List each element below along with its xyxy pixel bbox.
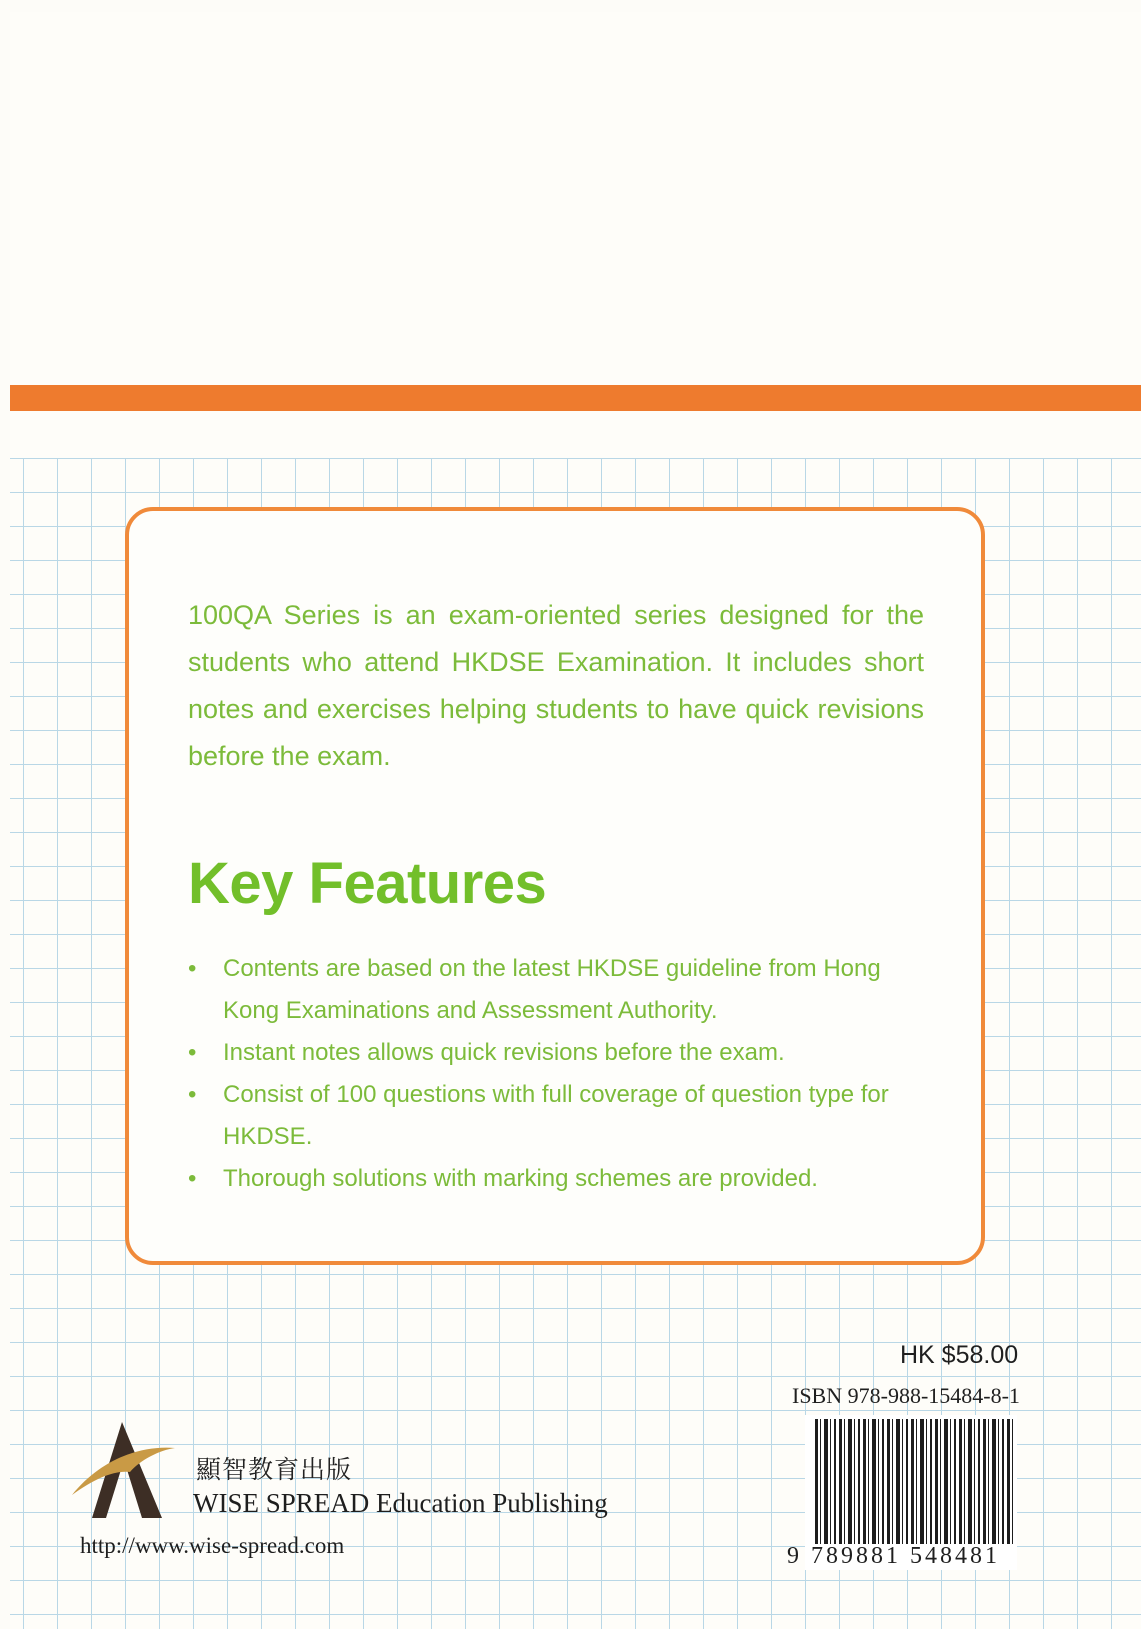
feature-item: • Instant notes allows quick revisions before the exam.	[188, 1032, 928, 1074]
barcode-digits: 9 789881 548481	[787, 1543, 1000, 1569]
key-features-heading: Key Features	[188, 851, 547, 916]
isbn-label: ISBN 978-988-15484-8-1	[792, 1383, 1020, 1408]
barcode	[787, 1415, 1017, 1570]
publisher-name-chinese: 顯智教育出版	[196, 1455, 353, 1484]
publisher-logo-icon	[70, 1420, 188, 1520]
series-intro: 100QA Series is an exam-oriented series designed for the students who attend HKDSE Examination. It includes short notes and exercises helping students to have quick revisions before the exam.	[188, 600, 924, 771]
orange-divider-bar	[10, 385, 1141, 411]
bullet-icon: •	[188, 1039, 197, 1066]
feature-item: • Contents are based on the latest HKDSE guideline from Hong Kong Examinations and Assessment Authority.	[188, 948, 928, 1032]
publisher-name-english: WISE SPREAD Education Publishing	[193, 1488, 608, 1518]
feature-item: • Consist of 100 questions with full coverage of question type for HKDSE.	[188, 1074, 928, 1158]
feature-list	[188, 948, 928, 1200]
price-label: HK $58.00	[900, 1341, 1019, 1369]
publisher-url[interactable]: http://www.wise-spread.com	[80, 1533, 345, 1558]
bullet-icon: •	[188, 1165, 197, 1192]
bullet-icon: •	[188, 1081, 197, 1108]
feature-item: • Thorough solutions with marking schemes are provided.	[188, 1158, 928, 1200]
barcode-bars-icon	[815, 1419, 1015, 1544]
bullet-icon: •	[188, 955, 197, 982]
